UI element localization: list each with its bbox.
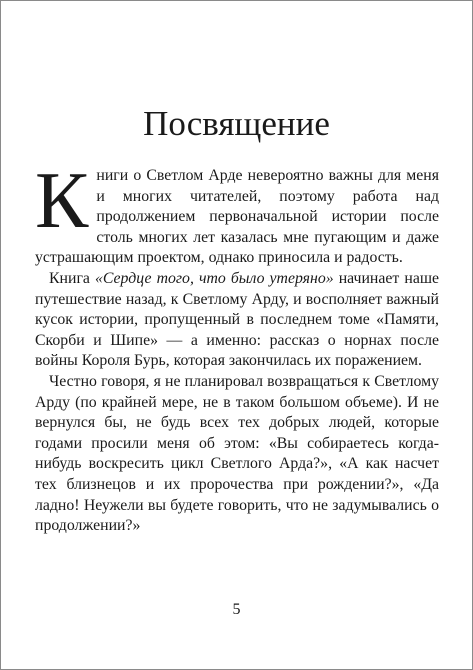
dedication-text bbox=[35, 157, 440, 537]
paragraph-1 bbox=[35, 157, 439, 269]
paragraph-2-text: начинает наше путешествие назад, к Светлому Арду, и восполняет важный кусок истории, пропущенный в последнем томе «Памяти, Скорби и Шипе» — а именно: рассказ о норнах после войны Короля Бурь, которая закончилась их поражением. bbox=[35, 269, 440, 370]
book-title: «Сердце того, что было утеряно» bbox=[95, 269, 334, 287]
chapter-title: Посвящение bbox=[143, 104, 330, 143]
paragraph-2-lead: Книга bbox=[49, 269, 95, 287]
paragraph-1-text: ниги о Светлом Арде невероятно важны для меня и многих читателей, поэтому работа над продолжением первоначальной истории после столь многих лет казалась мне пугающим и даже устрашающим проектом, однако приносила и радость. bbox=[35, 167, 439, 267]
paragraph-2 bbox=[35, 269, 439, 372]
paragraph-3 bbox=[35, 372, 439, 537]
paragraph-3-text: Честно говоря, я не планировал возвращаться к Светлому Арду (по крайней мере, не в таком большом объеме). И не вернулся бы, не будь всех тех добрых людей, которые годами просили меня об этом: «Вы собираетесь когда-нибудь воскресить цикл Светлого Арда?», «А как насчет тех близнецов и их пророчества при рождении?», «Да ладно! Неужели вы будете говорить, что не задумывались о продолжении?» bbox=[35, 372, 439, 535]
page-number: 5 bbox=[232, 601, 241, 618]
drop-cap: К bbox=[35, 157, 89, 245]
